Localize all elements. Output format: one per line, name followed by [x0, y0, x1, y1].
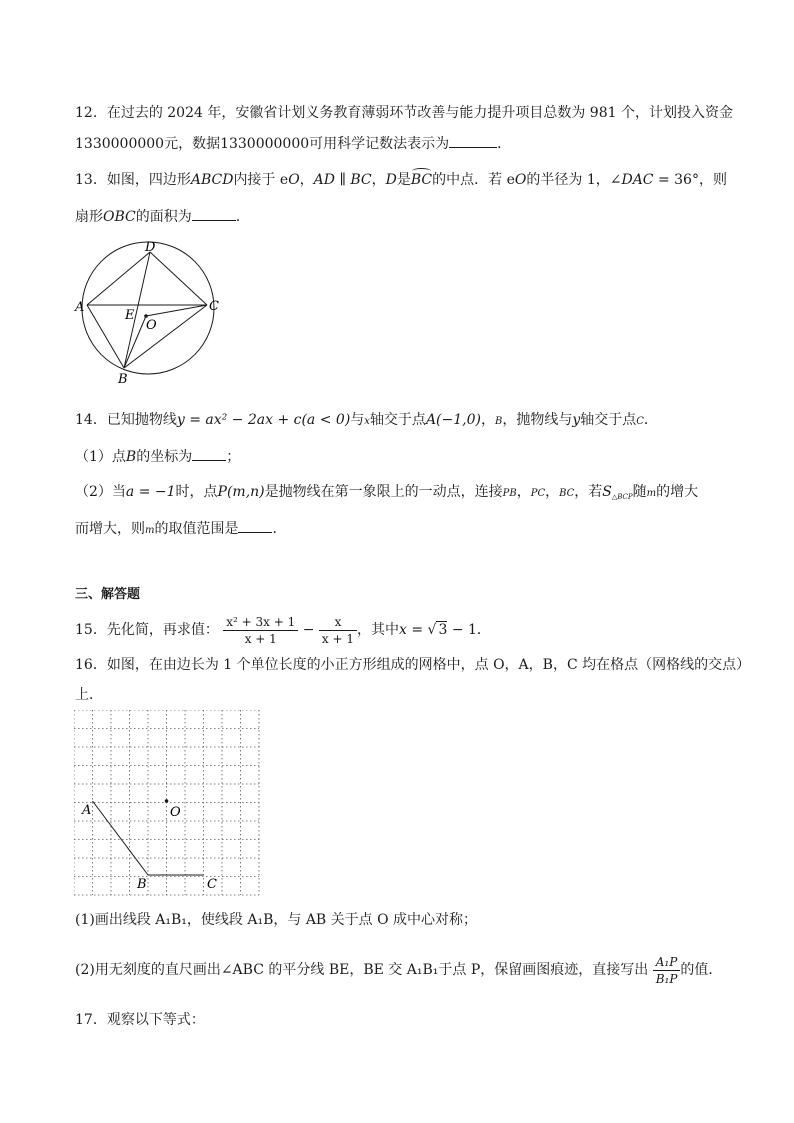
fraction-numerator: x — [319, 614, 357, 631]
q12-end: ． — [497, 136, 512, 152]
sqrt-symbol: √ — [427, 622, 437, 638]
q13-quad: ABCD — [190, 172, 234, 188]
q14-point-b: B — [125, 449, 137, 465]
q12-text1: 12．在过去的 2024 年，安徽省计划义务教育薄弱环节改善与能力提升项目总数为 981 个，计划投入资金 — [75, 105, 733, 121]
q13-circle-o: O — [514, 172, 527, 188]
q14-text: ， — [545, 484, 560, 500]
q14-text: ， — [480, 412, 495, 428]
q14-part2 — [75, 482, 698, 507]
answer-blank[interactable] — [449, 133, 497, 148]
answer-blank[interactable] — [238, 518, 272, 533]
section-heading: 三、解答题 — [75, 587, 141, 602]
q12-text2: 1330000000元，数据1330000000可用科学记数法表示为 — [75, 136, 450, 152]
q13-point-d: D — [385, 172, 397, 188]
q14-text: 14．已知抛物线 — [75, 412, 177, 428]
q13-text: 的半径为 1，∠ — [526, 172, 622, 188]
q14-text: 的增大 — [656, 484, 699, 500]
q15-fraction-1 — [223, 614, 298, 647]
q14-area-sub: △BCP — [611, 493, 633, 501]
q16-text: (2)用无刻度的直尺画出∠ABC 的平分线 BE，BE 交 A₁B₁于点 P，保留画图痕迹，直接写出 — [75, 962, 649, 978]
q16-text: 16．如图，在由边长为 1 个单位长度的小正方形组成的网格中，点 O，A，B，C 均在格点（网格线的交点） — [75, 657, 751, 673]
segment-ab — [93, 801, 149, 875]
answer-blank[interactable] — [192, 206, 236, 221]
q15-end: ． — [476, 622, 491, 638]
q14-text: ，若 — [574, 484, 603, 500]
q16-text: 的值． — [680, 962, 723, 978]
q16-grid-figure — [74, 710, 264, 900]
q13-text: ， — [299, 172, 314, 188]
q14-text: ． — [643, 412, 658, 428]
q16-line2 — [75, 685, 103, 705]
fraction-numerator: A₁P — [653, 954, 681, 971]
q14-text: 是抛物线在第一象限上的一动点，连接 — [264, 484, 503, 500]
q15-text: 15．先化简，再求值： — [75, 622, 219, 638]
fraction-numerator: x² + 3x + 1 — [223, 614, 298, 631]
q14-m: m — [145, 525, 155, 536]
q13-sector: OBC — [103, 209, 136, 225]
q14-text: 的坐标为 — [136, 449, 193, 465]
q13-text: 扇形 — [75, 209, 103, 225]
q14-text: ； — [226, 449, 241, 465]
q15-minus: − — [302, 622, 315, 638]
q15-fraction-2 — [319, 614, 357, 647]
label-a: A — [82, 803, 92, 818]
label-d: D — [145, 240, 156, 255]
q14-area-s: S — [602, 484, 612, 500]
label-a: A — [75, 300, 85, 315]
q14-text: 轴交于点 — [580, 412, 637, 428]
q13-end: ． — [235, 209, 250, 225]
label-c: C — [209, 299, 219, 314]
segment-oc — [146, 305, 207, 316]
q16-ratio — [653, 954, 681, 987]
q14-x: x — [364, 416, 370, 427]
q13-text: 的面积为 — [135, 209, 192, 225]
q16-text: 上． — [75, 687, 103, 703]
q13-circle-figure — [72, 238, 232, 388]
q16-part2 — [75, 950, 722, 990]
segment-da — [87, 252, 150, 305]
label-b: B — [118, 372, 128, 387]
q13-line2 — [75, 206, 250, 227]
q13-text: 是 — [396, 172, 411, 188]
fraction-denominator: x + 1 — [321, 631, 354, 646]
q13-angle: DAC — [621, 172, 654, 188]
q12-line2 — [75, 133, 511, 154]
q14-text: （1）点 — [75, 449, 126, 465]
q14-point-a: A(−1,0) — [425, 412, 481, 428]
q14-text: 而增大，则 — [75, 521, 145, 537]
segment-dc — [150, 252, 207, 305]
q13-circle-o: O — [288, 172, 300, 188]
q16-part1 — [75, 910, 477, 930]
q15-x: x = — [399, 622, 428, 638]
label-b: B — [137, 877, 147, 892]
q15-text: ，其中 — [357, 622, 399, 638]
q14-m: m — [646, 488, 657, 499]
q14-y: y — [572, 412, 581, 428]
q13-text: 的中点．若 e — [432, 172, 515, 188]
q16-line1 — [75, 655, 750, 675]
label-c: C — [207, 877, 217, 892]
q13-text: 内接于 e — [233, 172, 289, 188]
q14-text: 时，点 — [175, 484, 218, 500]
q14-pc: PC — [530, 488, 546, 499]
q14-text: 的取值范围是 — [154, 521, 239, 537]
q14-part1 — [75, 446, 240, 467]
q14-text: 与 — [350, 412, 365, 428]
q14-text: ， — [516, 484, 531, 500]
q12-line1 — [75, 103, 733, 123]
q13-text: ， — [371, 172, 386, 188]
q14-point-c: C — [636, 416, 644, 427]
q15-sqrt-value: 3 — [438, 622, 448, 638]
q14-condition: a = −1 — [125, 484, 176, 500]
q14-text: 轴交于点 — [369, 412, 426, 428]
answer-blank[interactable] — [192, 446, 226, 461]
q14-line1 — [75, 410, 658, 432]
q15-text: − 1 — [447, 622, 477, 638]
label-o: O — [146, 318, 157, 333]
q17-line — [75, 1010, 205, 1030]
q16-text: (1)画出线段 A₁B₁，使线段 A₁B，与 AB 关于点 O 成中心对称； — [75, 912, 478, 928]
q13-arc-bc: BC — [410, 172, 433, 188]
q14-equation: y = ax² − 2ax + c(a < 0) — [176, 412, 351, 428]
label-o: O — [170, 805, 181, 820]
point-o — [165, 799, 169, 803]
q14-text: ． — [272, 521, 287, 537]
q14-point-p: P(m,n) — [217, 484, 265, 500]
q14-bc: BC — [559, 488, 575, 499]
q15-line — [75, 610, 491, 650]
fraction-denominator: x + 1 — [244, 631, 277, 646]
q14-point-b: B — [494, 416, 503, 427]
q14-text: ，抛物线与 — [502, 412, 573, 428]
q14-text: （2）当 — [75, 484, 126, 500]
q13-line1 — [75, 170, 727, 190]
q13-text: 13．如图，四边形 — [75, 172, 191, 188]
q14-text: 随 — [632, 484, 647, 500]
q17-text: 17．观察以下等式： — [75, 1012, 205, 1028]
q14-line4 — [75, 518, 286, 541]
q13-angle-value: = 36°，则 — [653, 172, 727, 188]
label-e: E — [125, 308, 135, 323]
q14-pb: PB — [502, 488, 517, 499]
q13-parallel: AD ∥ BC — [313, 172, 372, 188]
fraction-denominator: B₁P — [655, 971, 678, 986]
